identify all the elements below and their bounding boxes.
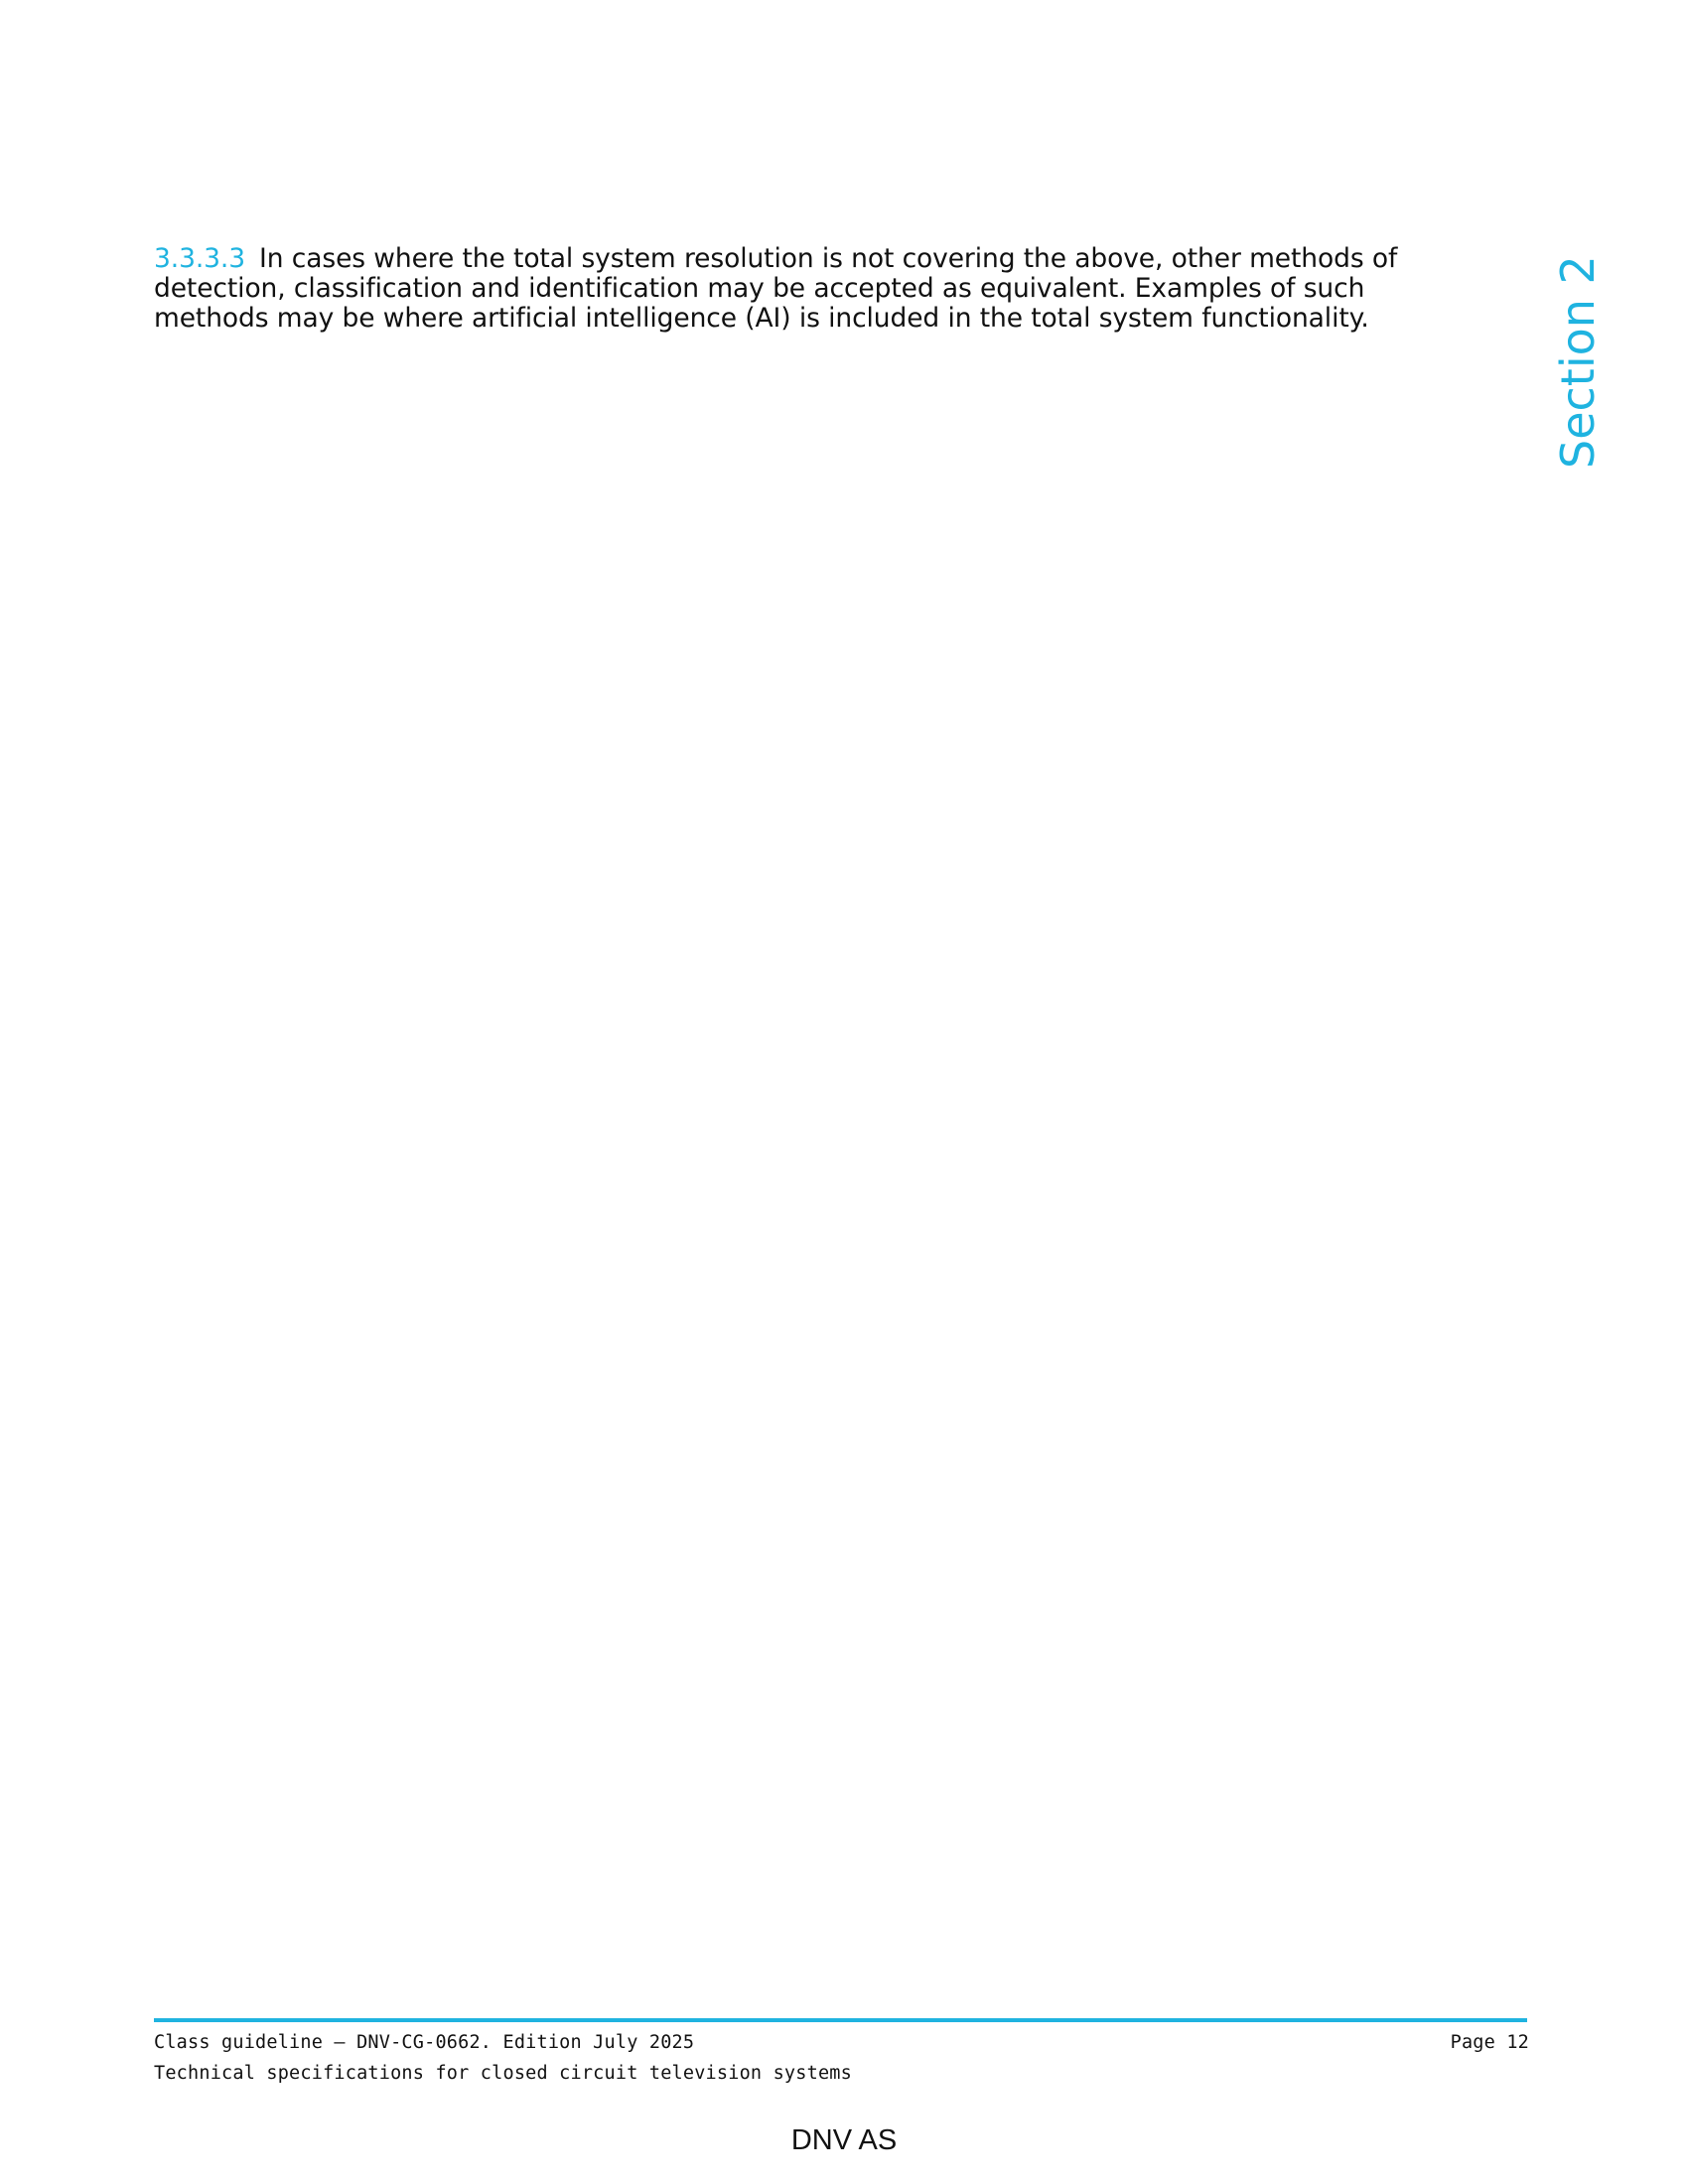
footer-rule (154, 2018, 1527, 2022)
footer-document-line: Class guideline — DNV-CG-0662. Edition July 2025 (154, 2032, 695, 2053)
company-name: DNV AS (790, 2124, 898, 2156)
clause-text: In cases where the total system resolution is not covering the above, other methods of detection, classification and identification may be accepted as equivalent. Examples of such methods may be where artificial intelligence (AI) is included in the total system functionality. (154, 243, 1398, 334)
clause-number: 3.3.3.3 (154, 243, 246, 274)
section-label: Section 2 (1551, 255, 1605, 469)
footer-title-line: Technical specifications for closed circuit television systems (154, 2063, 852, 2084)
clause-paragraph (154, 244, 1484, 334)
page-number: Page 12 (1450, 2032, 1529, 2053)
